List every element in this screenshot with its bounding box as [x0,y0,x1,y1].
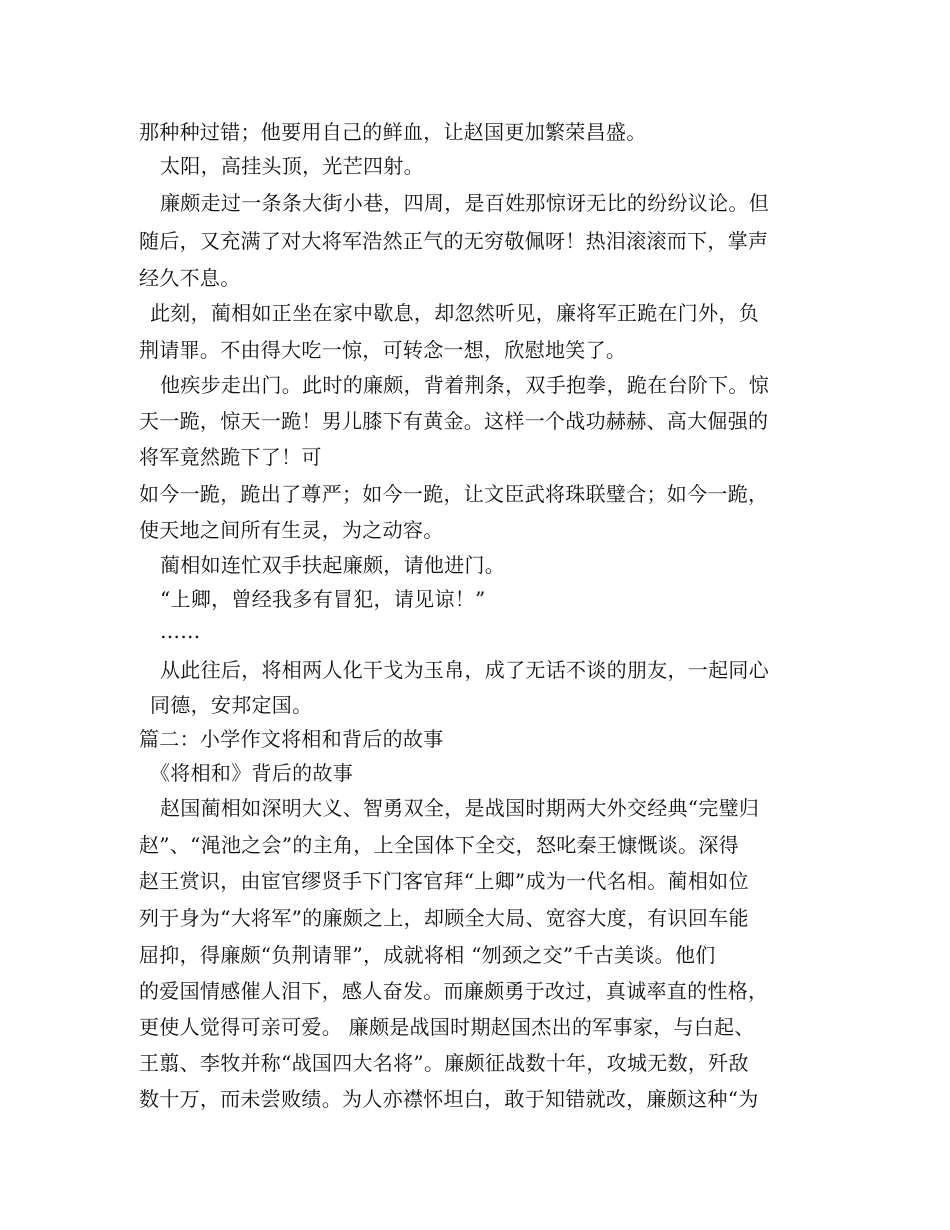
text-line: 天一跪，惊天一跪！男儿膝下有黄金。这样一个战功赫赫、高大倔强的 [139,409,769,433]
text-line: 他疾步走出门。此时的廉颇，背着荆条，双手抱拳，跪在台阶下。惊 [160,373,769,397]
text-line: 太阳，高挂头顶，光芒四射。 [160,154,424,178]
text-line: “上卿，曾经我多有冒犯，请见谅！” [160,587,486,611]
text-line: 屈抑，得廉颇“负荆请罪”，成就将相 “刎颈之交”千古美谈。他们 [139,943,716,967]
text-line: 廉颇走过一条条大街小巷，四周，是百姓那惊讶无比的纷纷议论。但 [160,191,769,215]
text-line: 赵王赏识，由宦官缪贤手下门客官拜“上卿”成为一代名相。蔺相如位 [139,869,749,893]
text-line: 更使人觉得可亲可爱。 廉颇是战国时期赵国杰出的军事家，与白起、 [139,1015,755,1039]
text-line: 赵”、“渑池之会”的主角，上全国体下全交，怒叱秦王慷慨谈。深得 [139,833,739,857]
text-line: 赵国蔺相如深明大义、智勇双全，是战国时期两大外交经典“完璧归 [160,796,760,820]
text-line: 随后，又充满了对大将军浩然正气的无穷敬佩呀！热泪滚滚而下，掌声 [139,229,769,253]
section-heading: 篇二：小学作文将相和背后的故事 [139,727,444,751]
text-line: 荆请罪。不由得大吃一惊，可转念一想，欣慰地笑了。 [139,338,627,362]
text-line: …… [160,619,201,643]
text-line: 此刻，蔺相如正坐在家中歇息，却忽然听见，廉将军正跪在门外，负 [150,301,759,325]
text-line: 那种种过错；他要用自己的鲜血，让赵国更加繁荣昌盛。 [139,120,647,144]
text-line: 如今一跪，跪出了尊严；如今一跪，让文臣武将珠联璧合；如今一跪， [139,482,769,506]
text-line: 使天地之间所有生灵，为之动容。 [139,518,444,542]
text-line: 同德，安邦定国。 [150,693,313,717]
text-line: 列于身为“大将军”的廉颇之上，却顾全大局、宽容大度，有识回车能 [139,906,749,930]
text-line: 数十万，而未尝败绩。为人亦襟怀坦白，敢于知错就改，廉颇这种“为 [139,1087,759,1111]
text-line: 将军竟然跪下了！可 [139,445,322,469]
text-line: 经久不息。 [139,266,241,290]
text-line: 王翦、李牧并称“战国四大名将”。廉颇征战数十年，攻城无数，歼敌 [139,1051,749,1075]
section-subheading: 《将相和》背后的故事 [150,761,353,785]
text-line: 的爱国情感催人泪下，感人奋发。而廉颇勇于改过，真诚率直的性格， [139,979,769,1003]
text-line: 蔺相如连忙双手扶起廉颇，请他进门。 [160,553,506,577]
text-line: 从此往后，将相两人化干戈为玉帛，成了无话不谈的朋友，一起同心 [160,658,769,682]
